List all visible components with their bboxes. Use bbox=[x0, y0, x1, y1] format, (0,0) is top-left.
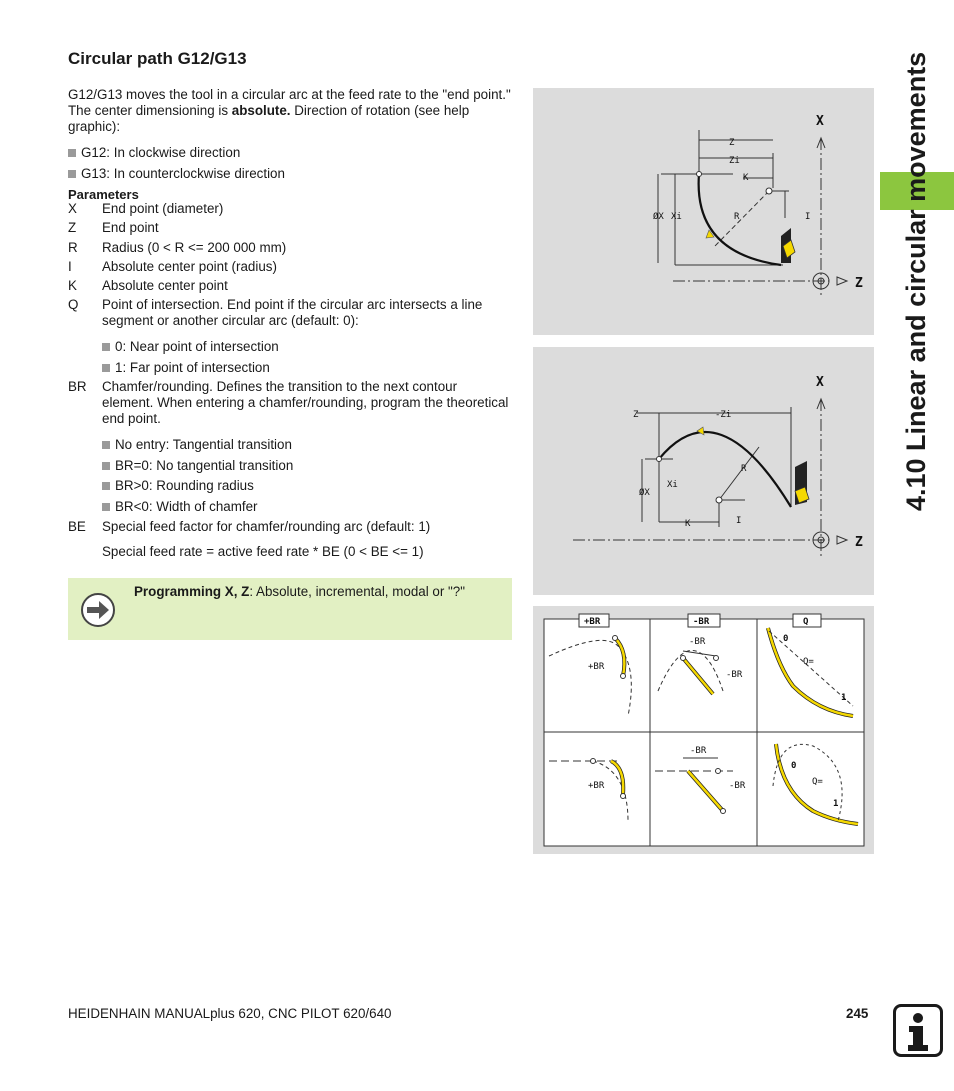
cell4-pbr-label: +BR bbox=[588, 781, 605, 791]
figure-g13-drawing bbox=[533, 347, 874, 595]
bullet-square-icon bbox=[102, 364, 110, 372]
intro-bold: absolute. bbox=[231, 103, 291, 118]
fig2-dim-k: K bbox=[685, 519, 691, 529]
cell1-pbr-label: +BR bbox=[588, 662, 605, 672]
cell2-nbr-label-side: -BR bbox=[726, 670, 743, 680]
param-desc-k: Absolute center point bbox=[102, 278, 228, 293]
footer-manual-title: HEIDENHAIN MANUALplus 620, CNC PILOT 620/640 bbox=[68, 1006, 392, 1021]
bullet-g13: G13: In counterclockwise direction bbox=[68, 166, 285, 182]
cell5-nbr-label-side: -BR bbox=[729, 781, 746, 791]
param-desc-q: Point of intersection. End point if the circular arc intersects a line segment or another circular arc (default: 0): bbox=[102, 297, 483, 328]
fig1-dim-i: I bbox=[805, 212, 811, 222]
arrow-right-icon bbox=[80, 592, 116, 628]
fig2-dim-z: Z bbox=[633, 410, 639, 420]
cell3-zero-label: 0 bbox=[783, 634, 789, 644]
be-extra: Special feed rate = active feed rate * BE (0 < BE <= 1) bbox=[102, 544, 424, 559]
bullet-square-icon bbox=[102, 482, 110, 490]
info-icon bbox=[893, 1004, 943, 1057]
intro-paragraph bbox=[68, 87, 512, 135]
fig2-dim-zi: -Zi bbox=[715, 410, 732, 420]
param-key-i: I bbox=[68, 259, 72, 274]
cell6-q-label: Q= bbox=[812, 777, 823, 787]
cell6-one-label: 1 bbox=[833, 799, 839, 809]
note-bold: Programming X, Z bbox=[134, 584, 250, 599]
param-desc-x: End point (diameter) bbox=[102, 201, 224, 216]
br-option-1: BR=0: No tangential transition bbox=[102, 458, 293, 474]
fig2-dim-xi: Xi bbox=[667, 480, 678, 490]
bullet-square-icon bbox=[102, 343, 110, 351]
br-option-2: BR>0: Rounding radius bbox=[102, 478, 254, 494]
fig1-axis-z: Z bbox=[855, 276, 863, 291]
param-desc-i: Absolute center point (radius) bbox=[102, 259, 277, 274]
figure-g13 bbox=[533, 347, 874, 595]
tab-nbr: -BR bbox=[693, 617, 710, 627]
intro-text-2: Direction of rotation (see help graphic): bbox=[68, 103, 470, 134]
br-option-0: No entry: Tangential transition bbox=[102, 437, 292, 453]
param-desc-r: Radius (0 < R <= 200 000 mm) bbox=[102, 240, 287, 255]
tab-q: Q bbox=[803, 617, 809, 627]
param-key-x: X bbox=[68, 201, 77, 216]
fig1-axis-x: X bbox=[816, 114, 824, 129]
fig2-dim-r: R bbox=[741, 464, 747, 474]
note-text bbox=[134, 584, 504, 600]
param-key-k: K bbox=[68, 278, 77, 293]
figure-br-q-drawing bbox=[533, 606, 874, 854]
cell6-zero-label: 0 bbox=[791, 761, 797, 771]
cell3-q-label: Q= bbox=[803, 657, 814, 667]
section-title: Circular path G12/G13 bbox=[68, 49, 247, 68]
note-rest: : Absolute, incremental, modal or "?" bbox=[249, 584, 466, 599]
tab-pbr: +BR bbox=[584, 617, 601, 627]
q-option-0: 0: Near point of intersection bbox=[102, 339, 279, 355]
fig1-dim-r: R bbox=[734, 212, 740, 222]
fig1-dim-k: K bbox=[743, 173, 749, 183]
param-key-q: Q bbox=[68, 297, 79, 312]
intro-text-1: G12/G13 moves the tool in a circular arc at the feed rate to the "end point." The center dimensioning is bbox=[68, 87, 511, 118]
figure-g12 bbox=[533, 88, 874, 335]
fig2-axis-z: Z bbox=[855, 535, 863, 550]
param-key-be: BE bbox=[68, 519, 86, 534]
note-box bbox=[68, 578, 512, 640]
param-key-z: Z bbox=[68, 220, 77, 235]
fig1-dim-z: Z bbox=[729, 138, 735, 148]
cell3-one-label: 1 bbox=[841, 693, 847, 703]
info-glyph-icon bbox=[896, 1007, 940, 1054]
bullet-square-icon bbox=[102, 503, 110, 511]
bullet-square-icon bbox=[68, 149, 76, 157]
figure-g12-drawing bbox=[533, 88, 874, 335]
fig1-dim-xi: Xi bbox=[671, 212, 682, 222]
fig2-axis-x: X bbox=[816, 375, 824, 390]
fig1-dim-zi: Zi bbox=[729, 156, 740, 166]
chapter-title-vertical: 4.10 Linear and circular movements bbox=[901, 52, 931, 512]
figure-br-q bbox=[533, 606, 874, 854]
fig2-dim-x: ØX bbox=[639, 488, 650, 498]
fig2-dim-i: I bbox=[736, 516, 742, 526]
cell2-nbr-label-top: -BR bbox=[689, 637, 706, 647]
bullet-square-icon bbox=[102, 441, 110, 449]
cell5-nbr-label-top: -BR bbox=[690, 746, 707, 756]
br-option-3: BR<0: Width of chamfer bbox=[102, 499, 258, 515]
param-desc-z: End point bbox=[102, 220, 159, 235]
param-key-br: BR bbox=[68, 379, 87, 394]
param-desc-br: Chamfer/rounding. Defines the transition to the next contour element. When entering a chamfer/rounding, program the theoretical end point. bbox=[102, 379, 509, 426]
fig1-dim-x: ØX bbox=[653, 212, 664, 222]
q-option-1: 1: Far point of intersection bbox=[102, 360, 270, 376]
bullet-g12: G12: In clockwise direction bbox=[68, 145, 240, 161]
parameters-heading: Parameters bbox=[68, 187, 139, 202]
bullet-square-icon bbox=[68, 170, 76, 178]
param-key-r: R bbox=[68, 240, 78, 255]
bullet-square-icon bbox=[102, 462, 110, 470]
param-desc-be: Special feed factor for chamfer/rounding arc (default: 1) bbox=[102, 519, 431, 534]
page-number: 245 bbox=[846, 1006, 869, 1021]
